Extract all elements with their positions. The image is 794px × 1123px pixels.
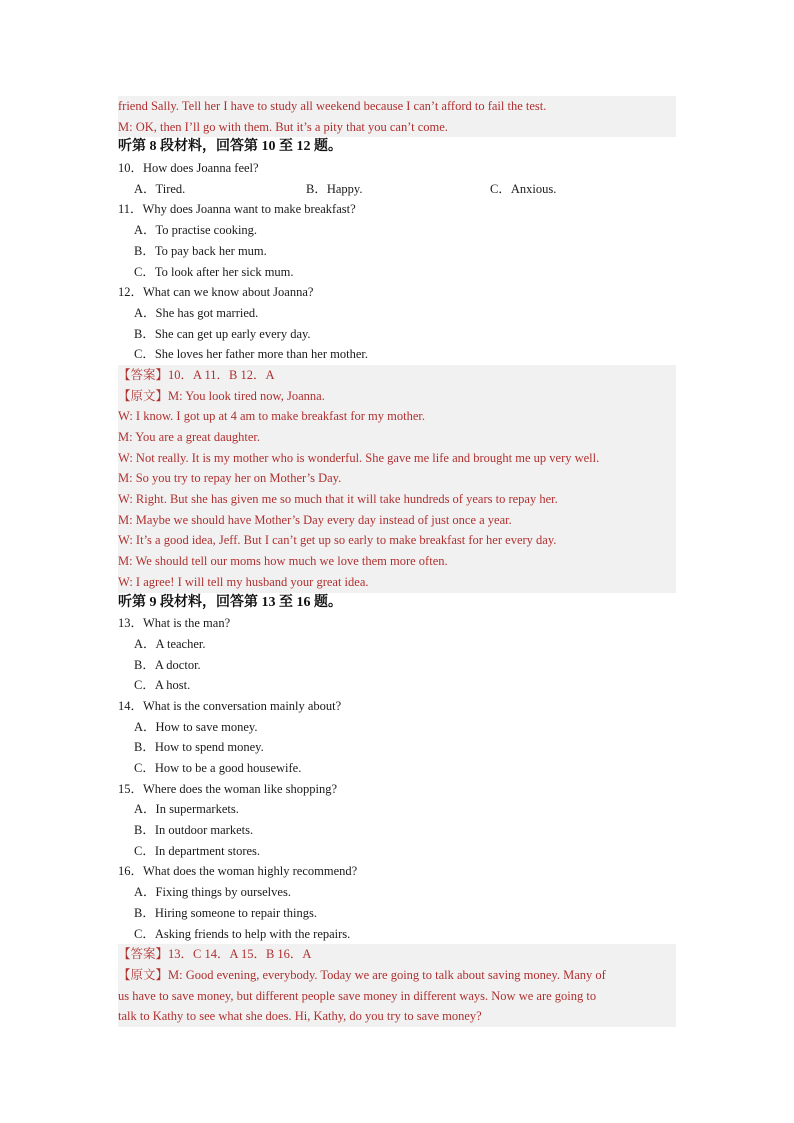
answer-text: 13．C 14．A 15．B 16．A — [168, 947, 312, 962]
question-13: 13．What is the man? — [118, 616, 231, 631]
dialogue-line: M: So you try to repay her on Mother’s Day. — [118, 468, 676, 489]
option-c: C．In department stores. — [134, 843, 261, 858]
question-11: 11．Why does Joanna want to make breakfast? — [118, 202, 356, 217]
option-c: C．Anxious. — [490, 181, 557, 196]
dialogue-line: talk to Kathy to see what she does. Hi, Kathy, do you try to save money? — [118, 1006, 676, 1027]
answer-line — [118, 365, 676, 386]
dialogue-line: us have to save money, but different people save money in different ways. Now we are going to — [118, 986, 676, 1007]
dialogue-line: M: Maybe we should have Mother’s Day every day instead of just once a year. — [118, 510, 676, 531]
option-c: C．How to be a good housewife. — [134, 761, 302, 775]
original-tag: 【原文】 — [118, 388, 169, 403]
option-c: C．Asking friends to help with the repairs. — [134, 926, 351, 941]
original-line — [118, 965, 676, 986]
answer-text: 10．A 11．B 12．A — [168, 367, 275, 382]
option-c: C．A host. — [134, 678, 191, 693]
dialogue-line: W: I know. I got up at 4 am to make breakfast for my mother. — [118, 406, 676, 427]
question-10: 10．How does Joanna feel? — [118, 161, 259, 176]
document-page — [118, 96, 676, 1027]
question-14: 14．What is the conversation mainly about? — [118, 698, 342, 713]
option-b: B．A doctor. — [134, 657, 201, 672]
options-row — [118, 179, 676, 200]
answer-tag: 【答案】 — [118, 947, 169, 962]
option-a: A．In supermarkets. — [134, 802, 239, 817]
section-heading: 听第 9 段材料，回答第 13 至 16 题。 — [118, 594, 342, 610]
question-12: 12．What can we know about Joanna? — [118, 285, 314, 300]
option-b: B．How to spend money. — [134, 740, 264, 755]
option-a: A．How to save money. — [134, 719, 258, 734]
dialogue-line: W: Not really. It is my mother who is wonderful. She gave me life and brought me up very well. — [118, 448, 676, 469]
dialogue-line: M: You look tired now, Joanna. — [168, 388, 325, 403]
option-c: C．She loves her father more than her mother. — [134, 347, 368, 362]
answer-line — [118, 944, 676, 965]
option-a: A．A teacher. — [134, 636, 206, 651]
question-16: 16．What does the woman highly recommend? — [118, 864, 358, 879]
option-b: B．Happy. — [306, 181, 363, 196]
option-b: B．In outdoor markets. — [134, 823, 254, 838]
section-heading: 听第 8 段材料，回答第 10 至 12 题。 — [118, 139, 342, 155]
option-a: A．To practise cooking. — [134, 223, 258, 238]
original-tag: 【原文】 — [118, 967, 169, 982]
option-a: A．She has got married. — [134, 305, 259, 320]
question-15: 15．Where does the woman like shopping? — [118, 781, 338, 796]
dialogue-line: M: We should tell our moms how much we love them more often. — [118, 551, 676, 572]
option-b: B．She can get up early every day. — [134, 326, 311, 341]
dialogue-line: M: OK, then I’ll go with them. But it’s a pity that you can’t come. — [118, 117, 676, 138]
answer-tag: 【答案】 — [118, 367, 169, 382]
dialogue-line: W: It’s a good idea, Jeff. But I can’t get up so early to make breakfast for her every day. — [118, 530, 676, 551]
original-line — [118, 386, 676, 407]
dialogue-line: W: Right. But she has given me so much that it will take hundreds of years to repay her. — [118, 489, 676, 510]
option-a: A．Fixing things by ourselves. — [134, 885, 291, 900]
dialogue-line: M: Good evening, everybody. Today we are going to talk about saving money. Many of — [168, 967, 606, 982]
option-b: B．To pay back her mum. — [134, 243, 267, 258]
option-b: B．Hiring someone to repair things. — [134, 905, 317, 920]
dialogue-line: W: I agree! I will tell my husband your great idea. — [118, 572, 676, 593]
option-a: A．Tired. — [134, 181, 186, 196]
dialogue-line: friend Sally. Tell her I have to study all weekend because I can’t afford to fail the test. — [118, 96, 676, 117]
dialogue-line: M: You are a great daughter. — [118, 427, 676, 448]
option-c: C．To look after her sick mum. — [134, 264, 294, 279]
